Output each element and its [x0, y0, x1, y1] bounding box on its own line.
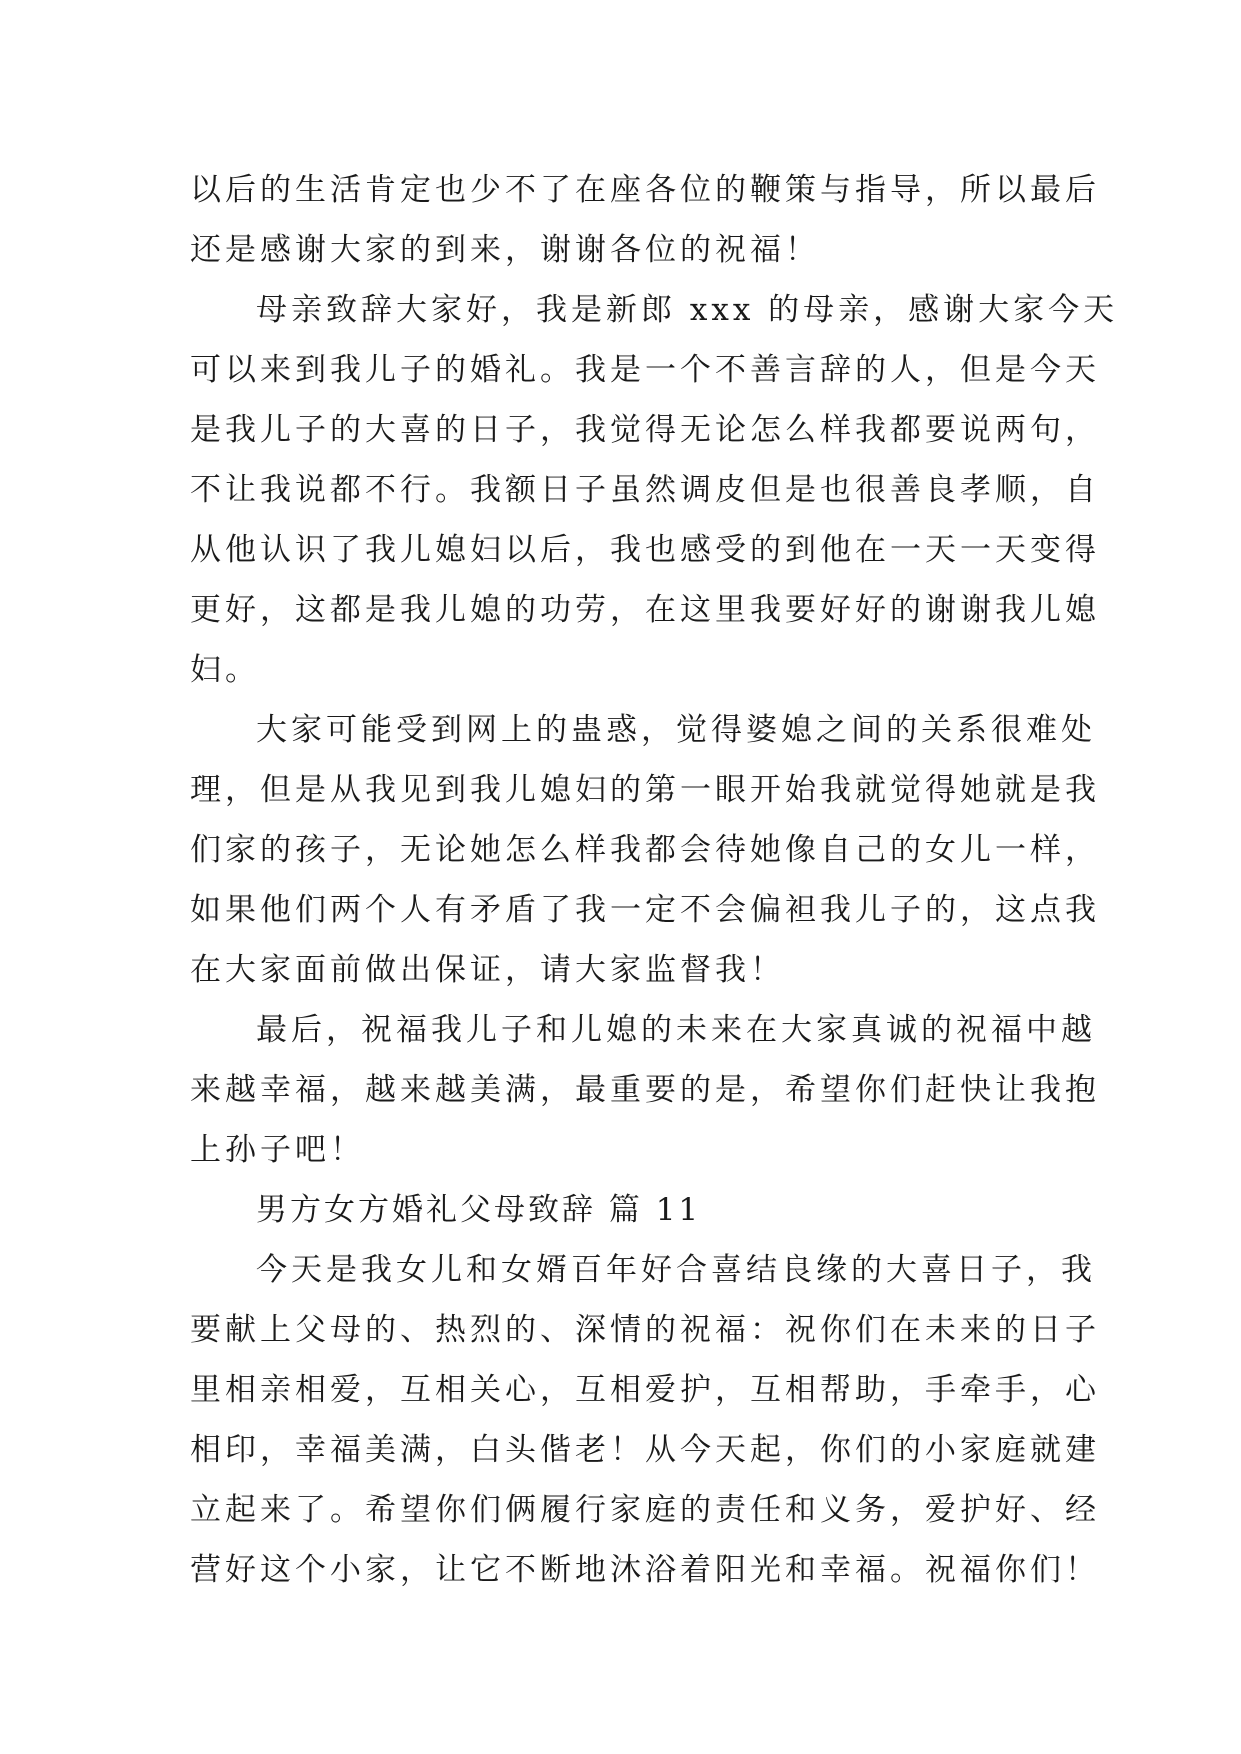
- paragraph-start: 今天是我女儿和女婿百年好合喜结良缘的大喜日子，我: [256, 1252, 1096, 1288]
- text-line: 要献上父母的、热烈的、深情的祝福：祝你们在未来的日子: [190, 1312, 1100, 1348]
- paragraph-start: 最后，祝福我儿子和儿媳的未来在大家真诚的祝福中越: [256, 1012, 1096, 1048]
- text-line: 在大家面前做出保证，请大家监督我！: [190, 952, 785, 988]
- text-line: 来越幸福，越来越美满，最重要的是，希望你们赶快让我抱: [190, 1072, 1100, 1108]
- section-heading: 男方女方婚礼父母致辞 篇 11: [256, 1192, 702, 1228]
- text-line: 里相亲相爱，互相关心，互相爱护，互相帮助，手牵手，心: [190, 1372, 1100, 1408]
- text-line: 理，但是从我见到我儿媳妇的第一眼开始我就觉得她就是我: [190, 772, 1100, 808]
- text-line: 更好，这都是我儿媳的功劳，在这里我要好好的谢谢我儿媳: [190, 592, 1100, 628]
- paragraph-start: 母亲致辞大家好，我是新郎 xxx 的母亲，感谢大家今天: [256, 292, 1119, 328]
- text-line: 从他认识了我儿媳妇以后，我也感受的到他在一天一天变得: [190, 532, 1100, 568]
- text-line: 营好这个小家，让它不断地沐浴着阳光和幸福。祝福你们！: [190, 1552, 1100, 1588]
- text-line: 是我儿子的大喜的日子，我觉得无论怎么样我都要说两句，: [190, 412, 1100, 448]
- text-line: 以后的生活肯定也少不了在座各位的鞭策与指导，所以最后: [190, 172, 1100, 208]
- text-line: 立起来了。希望你们俩履行家庭的责任和义务，爱护好、经: [190, 1492, 1100, 1528]
- text-line: 不让我说都不行。我额日子虽然调皮但是也很善良孝顺，自: [190, 472, 1100, 508]
- text-line: 妇。: [190, 652, 260, 688]
- text-line: 如果他们两个人有矛盾了我一定不会偏袒我儿子的，这点我: [190, 892, 1100, 928]
- text-line: 们家的孩子，无论她怎么样我都会待她像自己的女儿一样，: [190, 832, 1100, 868]
- paragraph-start: 大家可能受到网上的蛊惑，觉得婆媳之间的关系很难处: [256, 712, 1096, 748]
- text-line: 还是感谢大家的到来，谢谢各位的祝福！: [190, 232, 820, 268]
- text-line: 相印，幸福美满，白头偕老！从今天起，你们的小家庭就建: [190, 1432, 1100, 1468]
- text-line: 可以来到我儿子的婚礼。我是一个不善言辞的人，但是今天: [190, 352, 1100, 388]
- text-line: 上孙子吧！: [190, 1132, 365, 1168]
- document-body: [190, 160, 1119, 1600]
